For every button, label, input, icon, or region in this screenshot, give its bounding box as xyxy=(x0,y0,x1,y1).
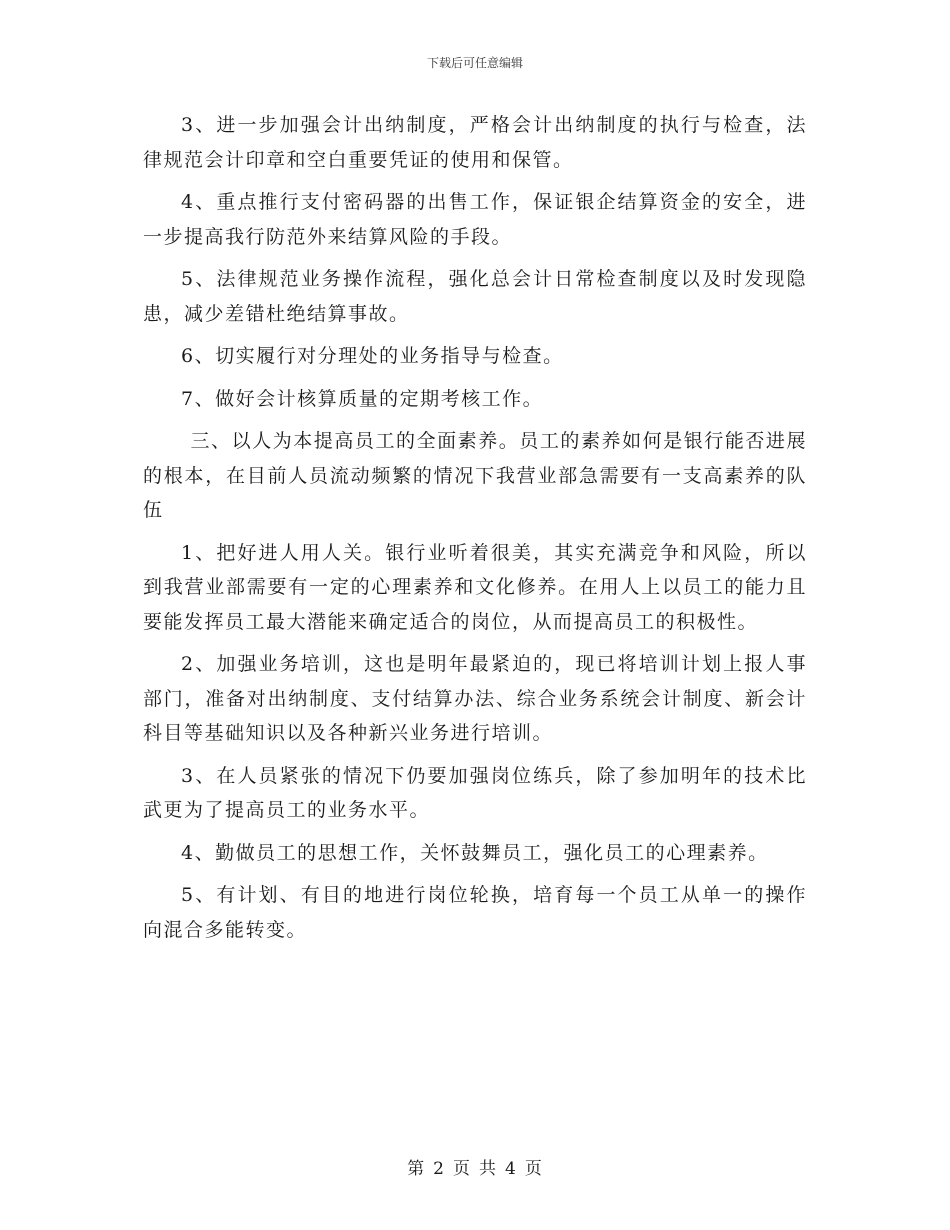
paragraph-subitem-4: 4、勤做员工的思想工作，关怀鼓舞员工，强化员工的心理素养。 xyxy=(181,841,769,864)
paragraph-item-7: 7、做好会计核算质量的定期考核工作。 xyxy=(181,387,544,410)
header-note: 下载后可任意编辑 xyxy=(426,56,523,70)
paragraph-subitem-3: 3、在人员紧张的情况下仍要加强岗位练兵，除了参加明年的技术比武更为了提高员工的业务水平。 xyxy=(143,764,807,821)
page-label-suffix: 页 xyxy=(524,1159,543,1179)
section-heading-paragraph: 三、以人为本提高员工的全面素养。员工的素养如何是银行能否进展的根本，在目前人员流动频繁的情况下我营业部急需要有一支高素养的队伍 xyxy=(143,430,807,521)
paragraph-item-3: 3、进一步加强会计出纳制度，严格会计出纳制度的执行与检查，法律规范会计印章和空白重要凭证的使用和保管。 xyxy=(143,114,807,171)
paragraph-item-4: 4、重点推行支付密码器的出售工作，保证银企结算资金的安全，进一步提高我行防范外来结算风险的手段。 xyxy=(143,191,807,248)
page-label-mid-1: 页 xyxy=(453,1159,471,1179)
total-pages-number: 4 xyxy=(505,1159,517,1179)
paragraph-subitem-1: 1、把好进人用人关。银行业听着很美，其实充满竞争和风险，所以到我营业部需要有一定的心理素养和文化修养。在用人上以员工的能力且要能发挥员工最大潜能来确定适合的岗位，从而提高员工的积极性。 xyxy=(143,541,807,633)
page-label-mid-2: 共 xyxy=(479,1159,497,1179)
page-number-footer xyxy=(0,1154,950,1179)
document-body xyxy=(143,108,807,955)
paragraph-subitem-5: 5、有计划、有目的地进行岗位轮换，培育每一个员工从单一的操作向混合多能转变。 xyxy=(143,884,807,941)
page-label-prefix: 第 xyxy=(407,1159,426,1179)
paragraph-subitem-2: 2、加强业务培训，这也是明年最紧迫的，现已将培训计划上报人事部门，准备对出纳制度、支付结算办法、综合业务系统会计制度、新会计科目等基础知识以及各种新兴业务进行培训。 xyxy=(143,653,807,744)
current-page-number: 2 xyxy=(433,1159,445,1179)
paragraph-item-6: 6、切实履行对分理处的业务指导与检查。 xyxy=(181,345,564,367)
paragraph-item-5: 5、法律规范业务操作流程，强化总会计日常检查制度以及时发现隐患，减少差错杜绝结算事故。 xyxy=(143,268,807,325)
